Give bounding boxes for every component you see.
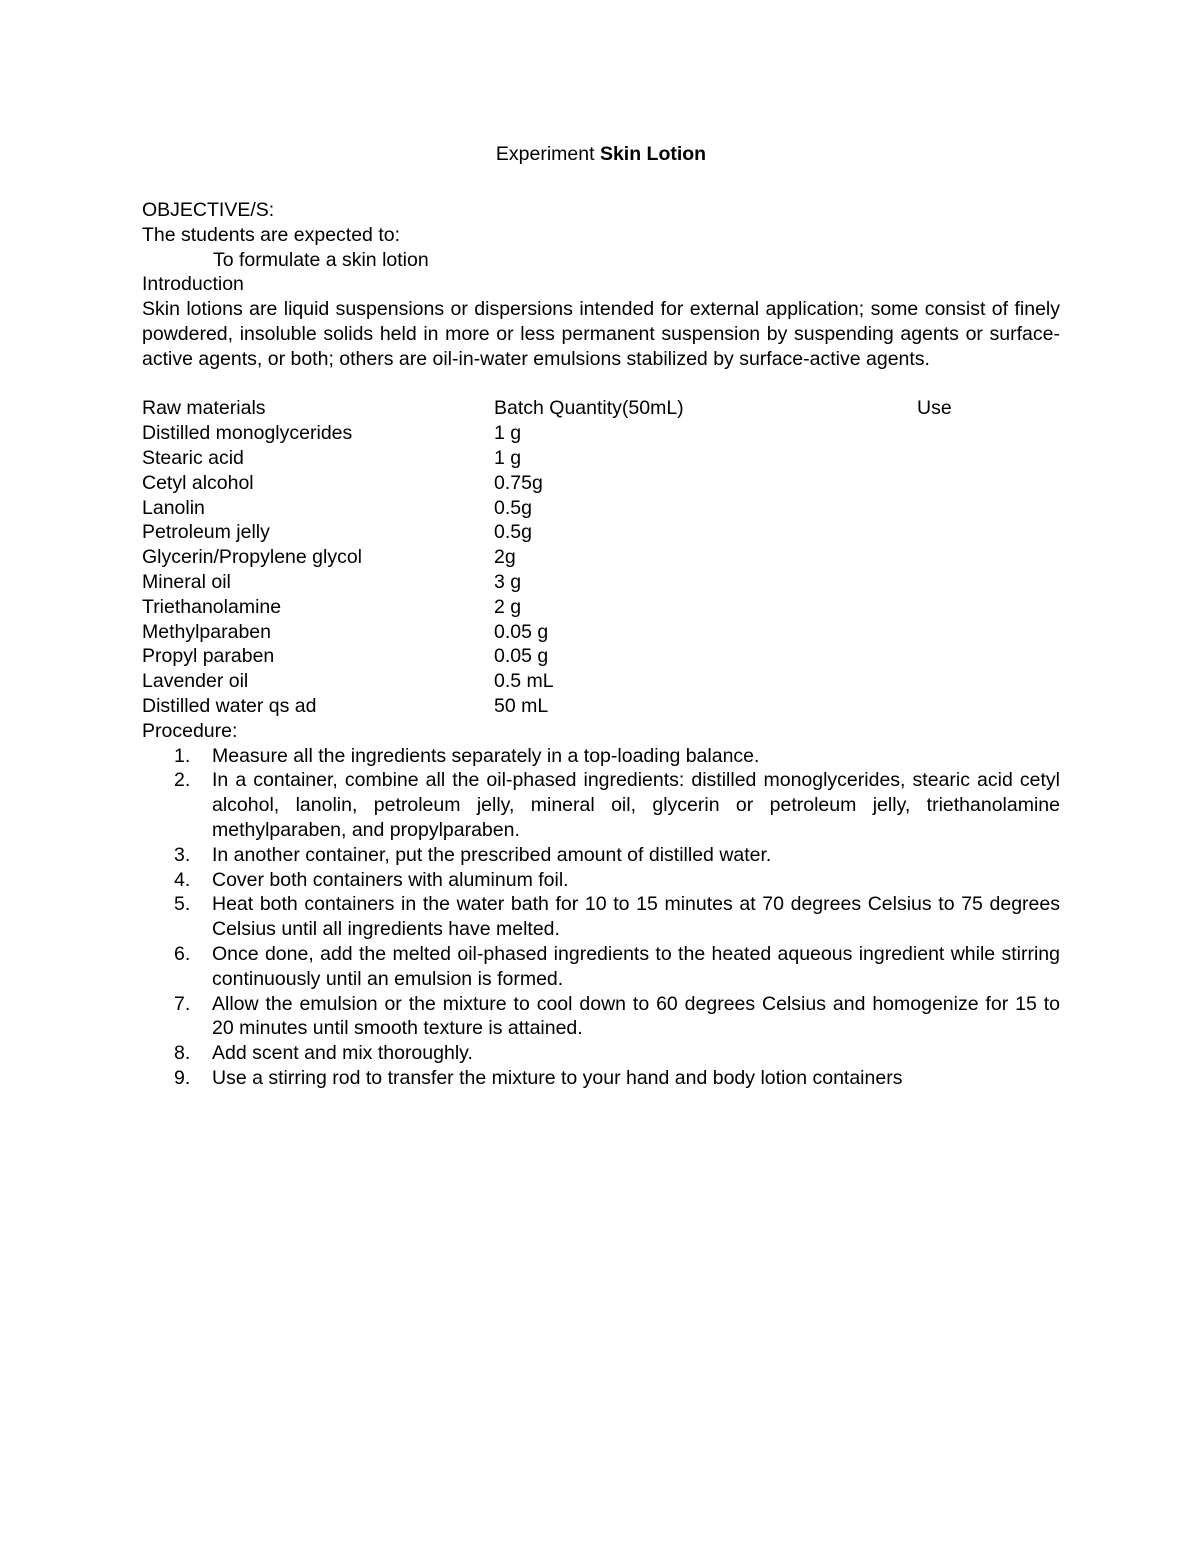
table-row bbox=[142, 520, 1060, 545]
material-name: Stearic acid bbox=[142, 446, 244, 469]
material-quantity: 3 g bbox=[494, 570, 522, 593]
material-quantity: 0.05 g bbox=[494, 645, 549, 668]
procedure-step bbox=[142, 1041, 1060, 1066]
step-number: 8. bbox=[174, 1042, 191, 1065]
material-name: Petroleum jelly bbox=[142, 521, 270, 544]
objectives-heading: OBJECTIVE/S: bbox=[142, 199, 275, 221]
material-name: Mineral oil bbox=[142, 570, 231, 593]
procedure-heading: Procedure: bbox=[142, 719, 238, 742]
title-prefix: Experiment bbox=[495, 143, 595, 165]
introduction-text: Skin lotions are liquid suspensions or dispersions intended for external application; some consist of finely powdered, insoluble solids held in more or less permanent suspension by suspending agents or surface-active agents, or both; others are oil-in-water emulsions stabilized by surface-active agents. bbox=[142, 298, 1060, 370]
title-bold: Skin Lotion bbox=[599, 143, 707, 165]
header-raw-materials: Raw materials bbox=[142, 397, 266, 420]
material-quantity: 1 g bbox=[494, 422, 522, 445]
material-name: Triethanolamine bbox=[142, 595, 282, 618]
step-text: In a container, combine all the oil-phased ingredients: distilled monoglycerides, stearic acid cetyl alcohol, lanolin, petroleum jelly, mineral oil, glycerin or petroleum jelly, triethanolamine methylparaben, and propylparaben. bbox=[212, 769, 1060, 841]
step-text: Cover both containers with aluminum foil. bbox=[212, 868, 569, 891]
procedure-step bbox=[142, 1066, 1060, 1091]
table-row bbox=[142, 496, 1060, 521]
objectives-intro: The students are expected to: bbox=[142, 223, 400, 246]
table-row bbox=[142, 669, 1060, 694]
header-batch-quantity: Batch Quantity(50mL) bbox=[494, 397, 684, 420]
document-page bbox=[142, 141, 1060, 1091]
table-row bbox=[142, 471, 1060, 496]
step-text: Use a stirring rod to transfer the mixture to your hand and body lotion containers bbox=[212, 1066, 903, 1089]
material-quantity: 1 g bbox=[494, 446, 522, 469]
spacer bbox=[142, 372, 1060, 397]
material-quantity: 2g bbox=[494, 546, 516, 569]
material-quantity: 0.75g bbox=[494, 471, 543, 494]
materials-header-row bbox=[142, 396, 1060, 421]
material-quantity: 50 mL bbox=[494, 694, 549, 717]
material-name: Distilled monoglycerides bbox=[142, 422, 353, 445]
procedure-step bbox=[142, 868, 1060, 893]
step-text: Add scent and mix thoroughly. bbox=[212, 1042, 473, 1065]
step-number: 9. bbox=[174, 1066, 191, 1089]
table-row bbox=[142, 694, 1060, 719]
material-name: Distilled water qs ad bbox=[142, 694, 317, 717]
material-name: Lavender oil bbox=[142, 670, 249, 693]
step-number: 6. bbox=[174, 942, 191, 965]
table-row bbox=[142, 644, 1060, 669]
step-number: 5. bbox=[174, 893, 191, 916]
material-name: Cetyl alcohol bbox=[142, 471, 254, 494]
step-text: Measure all the ingredients separately in a top-loading balance. bbox=[212, 744, 760, 767]
procedure-step bbox=[142, 942, 1060, 992]
table-row bbox=[142, 595, 1060, 620]
step-number: 7. bbox=[174, 992, 191, 1015]
material-quantity: 0.5 mL bbox=[494, 670, 554, 693]
step-number: 2. bbox=[174, 769, 191, 792]
procedure-step bbox=[142, 768, 1060, 842]
step-text: Allow the emulsion or the mixture to cool down to 60 degrees Celsius and homogenize for 15 to 20 minutes until smooth texture is attained. bbox=[212, 992, 1060, 1040]
procedure-step bbox=[142, 892, 1060, 942]
procedure-step bbox=[142, 744, 1060, 769]
step-number: 1. bbox=[174, 744, 191, 767]
material-quantity: 2 g bbox=[494, 595, 522, 618]
material-quantity: 0.05 g bbox=[494, 620, 549, 643]
table-row bbox=[142, 545, 1060, 570]
table-row bbox=[142, 620, 1060, 645]
step-number: 4. bbox=[174, 868, 191, 891]
objective-item: To formulate a skin lotion bbox=[213, 248, 429, 271]
material-name: Methylparaben bbox=[142, 620, 271, 643]
step-text: In another container, put the prescribed amount of distilled water. bbox=[212, 843, 772, 866]
procedure-step bbox=[142, 843, 1060, 868]
page-title bbox=[142, 141, 1060, 167]
step-text: Heat both containers in the water bath for 10 to 15 minutes at 70 degrees Celsius to 75 degrees Celsius until all ingredients have melted. bbox=[212, 893, 1060, 941]
material-name: Glycerin/Propylene glycol bbox=[142, 546, 363, 569]
material-name: Lanolin bbox=[142, 496, 205, 519]
table-row bbox=[142, 421, 1060, 446]
material-name: Propyl paraben bbox=[142, 645, 275, 668]
introduction-heading: Introduction bbox=[142, 273, 244, 296]
material-quantity: 0.5g bbox=[494, 496, 532, 519]
table-row bbox=[142, 446, 1060, 471]
step-number: 3. bbox=[174, 843, 191, 866]
material-quantity: 0.5g bbox=[494, 521, 532, 544]
step-text: Once done, add the melted oil-phased ingredients to the heated aqueous ingredient while stirring continuously until an emulsion is formed. bbox=[212, 942, 1060, 990]
table-row bbox=[142, 570, 1060, 595]
header-use: Use bbox=[917, 397, 952, 420]
procedure-list bbox=[142, 744, 1060, 1091]
procedure-step bbox=[142, 992, 1060, 1042]
